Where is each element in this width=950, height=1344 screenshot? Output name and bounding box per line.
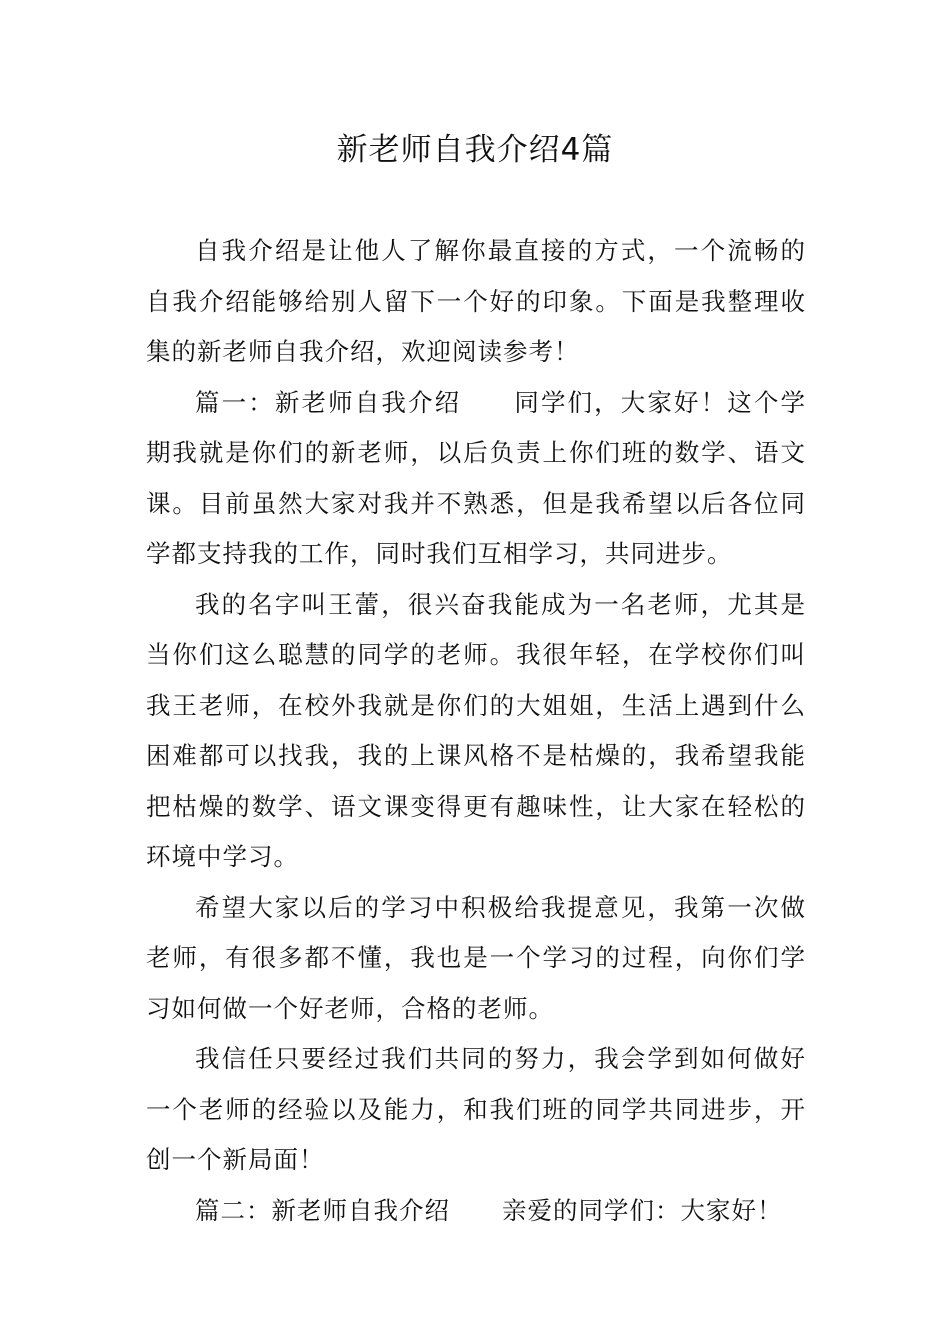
- paragraph-text: 同学们，大家好！这个学期我就是你们的新老师，以后负责上你们班的数学、语文课。目前虽然大家对我并不熟悉，但是我希望以后各位同学都支持我的工作，同时我们互相学习，共同进步。: [146, 387, 807, 568]
- section-heading: 篇一：新老师自我介绍: [195, 387, 462, 417]
- paragraph-text: 我信任只要经过我们共同的努力，我会学到如何做好一个老师的经验以及能力，和我们班的同学共同进步，开创一个新局面！: [146, 1044, 806, 1174]
- section-one-paragraph: [146, 378, 806, 580]
- paragraph-text: 亲爱的同学们：大家好！: [502, 1195, 783, 1225]
- document-title: 新老师自我介绍4篇: [336, 132, 614, 168]
- body-paragraph: [146, 580, 806, 883]
- paragraph-text: 自我介绍是让他人了解你最直接的方式，一个流畅的自我介绍能够给别人留下一个好的印象。下面是我整理收集的新老师自我介绍，欢迎阅读参考！: [146, 236, 806, 366]
- paragraph-text: 我的名字叫王蕾，很兴奋我能成为一名老师，尤其是当你们这么聪慧的同学的老师。我很年轻，在学校你们叫我王老师，在校外我就是你们的大姐姐，生活上遇到什么困难都可以找我，我的上课风格不是枯燥的，我希望我能把枯燥的数学、语文课变得更有趣味性，让大家在轻松的环境中学习。: [146, 589, 806, 871]
- section-heading: 篇二：新老师自我介绍: [195, 1195, 450, 1225]
- intro-paragraph: [146, 226, 806, 378]
- section-two-paragraph: [146, 1186, 806, 1237]
- document-body: [146, 226, 806, 1236]
- body-paragraph: [146, 883, 806, 1035]
- body-paragraph: [146, 1034, 806, 1186]
- paragraph-text: 希望大家以后的学习中积极给我提意见，我第一次做老师，有很多都不懂，我也是一个学习的过程，向你们学习如何做一个好老师，合格的老师。: [146, 892, 806, 1023]
